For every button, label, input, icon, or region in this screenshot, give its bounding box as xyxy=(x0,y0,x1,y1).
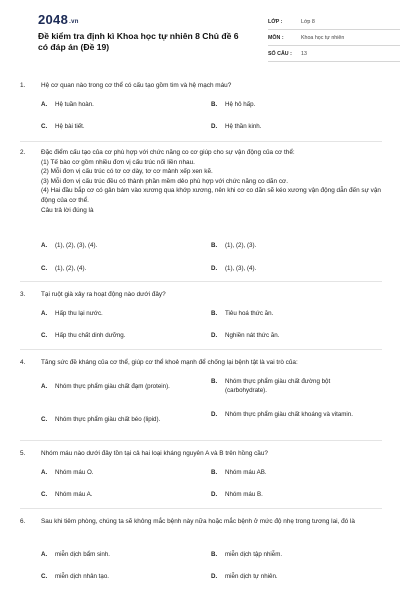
question-1 xyxy=(20,81,382,91)
option-c[interactable] xyxy=(41,264,195,273)
option-letter: D. xyxy=(211,573,218,580)
meta-value: 13 xyxy=(301,50,307,57)
divider xyxy=(20,440,382,441)
option-d[interactable] xyxy=(211,331,365,340)
option-text: (1), (2), (4). xyxy=(55,265,87,272)
option-text: Nhóm thực phẩm giàu chất đường bột (carbohydrate). xyxy=(225,378,331,394)
option-letter: D. xyxy=(211,123,218,130)
option-letter: B. xyxy=(211,310,218,317)
question-number: 3. xyxy=(20,291,26,298)
divider xyxy=(20,281,382,282)
option-text: miễn dịch nhân tạo. xyxy=(55,573,110,580)
option-letter: A. xyxy=(41,383,48,390)
option-letter: B. xyxy=(211,242,218,249)
option-letter: A. xyxy=(41,242,48,249)
meta-value: Khoa học tự nhiên xyxy=(301,34,345,41)
question-3 xyxy=(20,290,382,300)
option-letter: D. xyxy=(211,411,218,418)
document-title: Đề kiểm tra định kì Khoa học tự nhiên 8 Chủ đề 6 có đáp án (Đề 19) xyxy=(38,31,239,52)
option-letter: D. xyxy=(211,265,218,272)
question-statement: (1) Tế bào cơ gồm nhiều đơn vị cấu trúc nối liền nhau. xyxy=(41,158,195,166)
option-letter: D. xyxy=(211,491,218,498)
option-text: Hệ tuần hoàn. xyxy=(55,101,94,108)
option-letter: A. xyxy=(41,101,48,108)
question-2 xyxy=(20,148,382,215)
option-b[interactable] xyxy=(211,377,353,395)
option-text: Nghiền nát thức ăn. xyxy=(225,332,280,339)
question-statement: (2) Mỗi đơn vị cấu trúc có tơ cơ dày, tơ cơ mảnh xếp xen kẽ. xyxy=(41,168,213,176)
question-text: Tăng sức đề kháng của cơ thể, giúp cơ thể khoẻ mạnh để chống lại bệnh tật là vai trò của: xyxy=(41,359,298,366)
option-letter: D. xyxy=(211,332,218,339)
meta-key: MÔN : xyxy=(268,34,284,41)
option-d[interactable] xyxy=(211,264,365,273)
option-a[interactable] xyxy=(41,382,205,391)
option-c[interactable] xyxy=(41,122,195,131)
option-letter: C. xyxy=(41,416,48,423)
option-text: Nhóm thực phẩm giàu chất khoáng và vitamin. xyxy=(225,411,353,418)
question-number: 1. xyxy=(20,82,26,89)
option-a[interactable] xyxy=(41,309,195,318)
meta-row-grade xyxy=(268,14,400,30)
option-b[interactable] xyxy=(211,468,365,477)
question-number: 4. xyxy=(20,359,26,366)
option-letter: B. xyxy=(211,469,218,476)
site-logo[interactable] xyxy=(38,12,79,27)
option-a[interactable] xyxy=(41,241,195,250)
option-text: Hệ bài tiết. xyxy=(55,123,85,130)
question-statement: (4) Hai đầu bắp cơ có gân bám vào xương qua khớp xương, nên khi cơ co dãn sẽ kéo xương vận động dẫn đến sự vận động của cơ thể. xyxy=(41,187,381,204)
divider xyxy=(20,141,382,142)
option-c[interactable] xyxy=(41,572,195,581)
option-d[interactable] xyxy=(211,410,353,419)
divider xyxy=(20,349,382,350)
question-text: Đặc điểm cấu tạo của cơ phù hợp với chức năng co cơ giúp cho sự vận động của cơ thể: xyxy=(41,149,295,156)
option-text: miễn dịch bẩm sinh. xyxy=(55,551,111,558)
meta-table xyxy=(268,14,400,62)
option-letter: A. xyxy=(41,310,48,317)
option-text: Hấp thu lại nước. xyxy=(55,310,103,317)
meta-key: SỐ CÂU : xyxy=(268,50,292,57)
option-letter: C. xyxy=(41,573,48,580)
question-statement: (3) Mỗi đơn vị cấu trúc đều có thành phần mềm dẻo phù hợp với chức năng co dãn cơ. xyxy=(41,177,288,185)
meta-row-count xyxy=(268,46,400,62)
option-text: (1), (2), (3). xyxy=(225,242,257,249)
option-b[interactable] xyxy=(211,550,365,559)
option-letter: C. xyxy=(41,123,48,130)
option-d[interactable] xyxy=(211,572,365,581)
option-b[interactable] xyxy=(211,241,365,250)
option-c[interactable] xyxy=(41,331,195,340)
option-letter: C. xyxy=(41,491,48,498)
meta-key: LỚP : xyxy=(268,18,283,25)
option-text: Nhóm máu AB. xyxy=(225,469,267,476)
option-text: miễn dịch tự nhiên. xyxy=(225,573,278,580)
option-text: Hấp thu chất dinh dưỡng. xyxy=(55,332,126,339)
question-5 xyxy=(20,449,382,459)
option-b[interactable] xyxy=(211,309,365,318)
logo-text: 2048 xyxy=(38,12,69,27)
option-text: Nhóm máu B. xyxy=(225,491,263,498)
option-text: Nhóm thực phẩm giàu chất đạm (protein). xyxy=(55,383,170,390)
option-text: miễn dịch tập nhiễm. xyxy=(225,551,283,558)
option-c[interactable] xyxy=(41,415,205,424)
option-a[interactable] xyxy=(41,468,195,477)
option-d[interactable] xyxy=(211,122,365,131)
page-header xyxy=(18,0,382,66)
option-letter: C. xyxy=(41,265,48,272)
option-b[interactable] xyxy=(211,100,365,109)
option-a[interactable] xyxy=(41,100,195,109)
option-letter: B. xyxy=(211,551,218,558)
divider xyxy=(20,508,382,509)
option-letter: C. xyxy=(41,332,48,339)
meta-value: Lớp 8 xyxy=(301,18,315,25)
question-4 xyxy=(20,358,382,368)
option-text: Hệ hô hấp. xyxy=(225,101,256,108)
option-letter: B. xyxy=(211,101,218,108)
option-text: (1), (2), (3), (4). xyxy=(55,242,98,249)
question-text: Nhóm máu nào dưới đây tồn tại cả hai loại kháng nguyên A và B trên hồng cầu? xyxy=(41,450,268,457)
question-prompt: Câu trả lời đúng là xyxy=(41,206,94,214)
option-text: Nhóm thực phẩm giàu chất béo (lipid). xyxy=(55,416,161,423)
logo-suffix: .vn xyxy=(69,19,79,25)
option-text: Hệ thần kinh. xyxy=(225,123,262,130)
option-text: Nhóm máu A. xyxy=(55,491,93,498)
option-d[interactable] xyxy=(211,490,365,499)
question-number: 6. xyxy=(20,518,26,525)
option-text: Nhóm máu O. xyxy=(55,469,94,476)
option-text: Tiêu hoá thức ăn. xyxy=(225,310,274,317)
option-a[interactable] xyxy=(41,550,195,559)
question-number: 2. xyxy=(20,149,26,156)
option-c[interactable] xyxy=(41,490,195,499)
option-letter: A. xyxy=(41,551,48,558)
option-letter: A. xyxy=(41,469,48,476)
meta-row-subject xyxy=(268,30,400,46)
question-text: Sau khi tiêm phòng, chúng ta sẽ không mắc bệnh này nữa hoặc mắc bệnh ở mức độ nhẹ trong tương lai, đó là xyxy=(41,518,355,525)
question-text: Tại ruột già xảy ra hoạt động nào dưới đây? xyxy=(41,291,166,298)
option-letter: B. xyxy=(211,378,218,385)
question-text: Hệ cơ quan nào trong cơ thể có cấu tạo gồm tim và hệ mạch máu? xyxy=(41,82,232,89)
question-number: 5. xyxy=(20,450,26,457)
option-text: (1), (3), (4). xyxy=(225,265,257,272)
question-6 xyxy=(20,517,382,527)
